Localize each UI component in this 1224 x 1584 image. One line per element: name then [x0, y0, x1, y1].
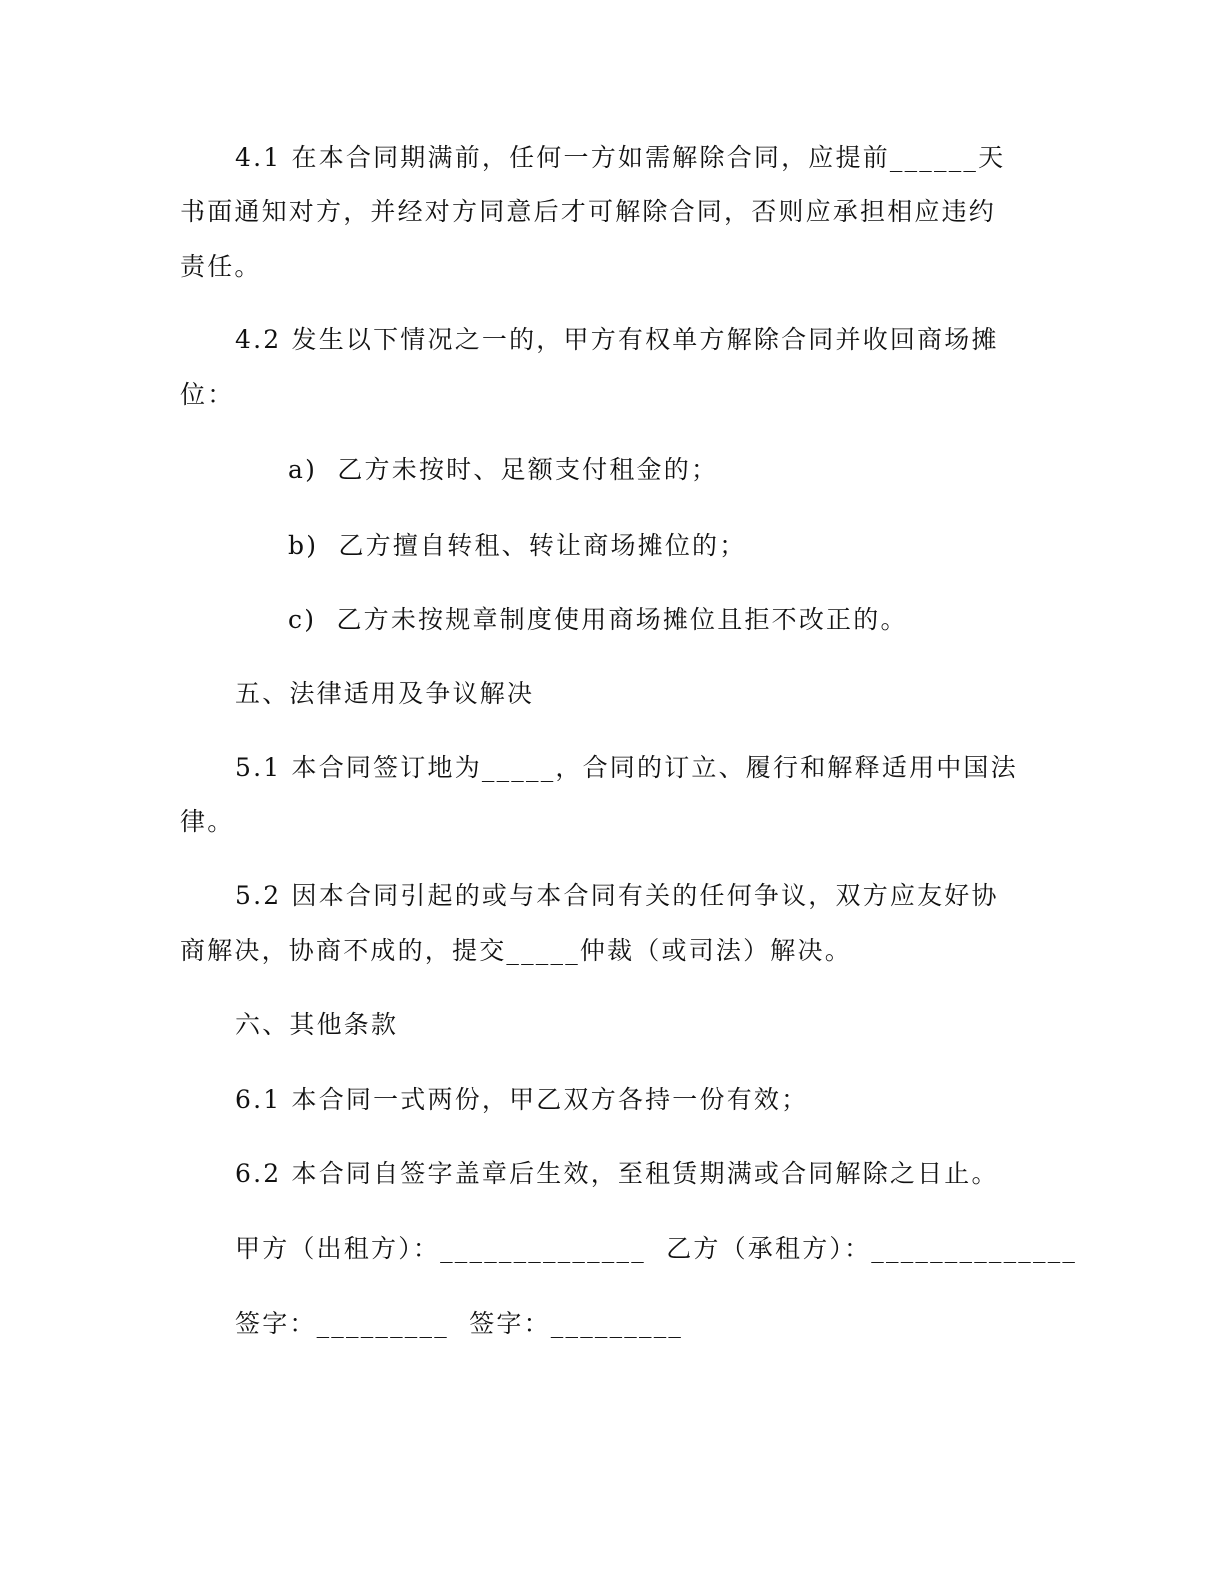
clause-5-1-line-1: 5.1 本合同签订地为_____，合同的订立、履行和解释适用中国法 — [235, 753, 1018, 782]
clause-6-2: 6.2 本合同自签字盖章后生效，至租赁期满或合同解除之日止。 — [235, 1159, 999, 1188]
clause-4-2-line-1: 4.2 发生以下情况之一的，甲方有权单方解除合同并收回商场摊 — [235, 325, 999, 354]
clause-4-1-line-2: 书面通知对方，并经对方同意后才可解除合同，否则应承担相应违约 — [180, 197, 997, 226]
list-item-b: b) 乙方擅自转租、转让商场摊位的； — [288, 531, 747, 560]
section-heading-6: 六、其他条款 — [235, 1010, 399, 1039]
clause-4-1-line-3: 责任。 — [180, 252, 262, 281]
clause-5-2-line-1: 5.2 因本合同引起的或与本合同有关的任何争议，双方应友好协 — [235, 881, 999, 910]
signature-sign-line: 签字：_________ 签字：_________ — [235, 1309, 684, 1338]
list-item-a: a) 乙方未按时、足额支付租金的； — [288, 455, 719, 484]
clause-5-2-line-2: 商解决，协商不成的，提交_____仲裁（或司法）解决。 — [180, 936, 852, 965]
clause-4-2-line-2: 位： — [180, 380, 235, 409]
clause-5-1-line-2: 律。 — [180, 807, 235, 836]
clause-4-1-line-1: 4.1 在本合同期满前，任何一方如需解除合同，应提前______天 — [235, 143, 1006, 172]
list-item-c: c) 乙方未按规章制度使用商场摊位且拒不改正的。 — [288, 605, 908, 634]
clause-6-1: 6.1 本合同一式两份，甲乙双方各持一份有效； — [235, 1085, 809, 1114]
signature-parties-line: 甲方（出租方）：______________ 乙方（承租方）：______________ — [235, 1234, 1078, 1263]
section-heading-5: 五、法律适用及争议解决 — [235, 679, 535, 708]
